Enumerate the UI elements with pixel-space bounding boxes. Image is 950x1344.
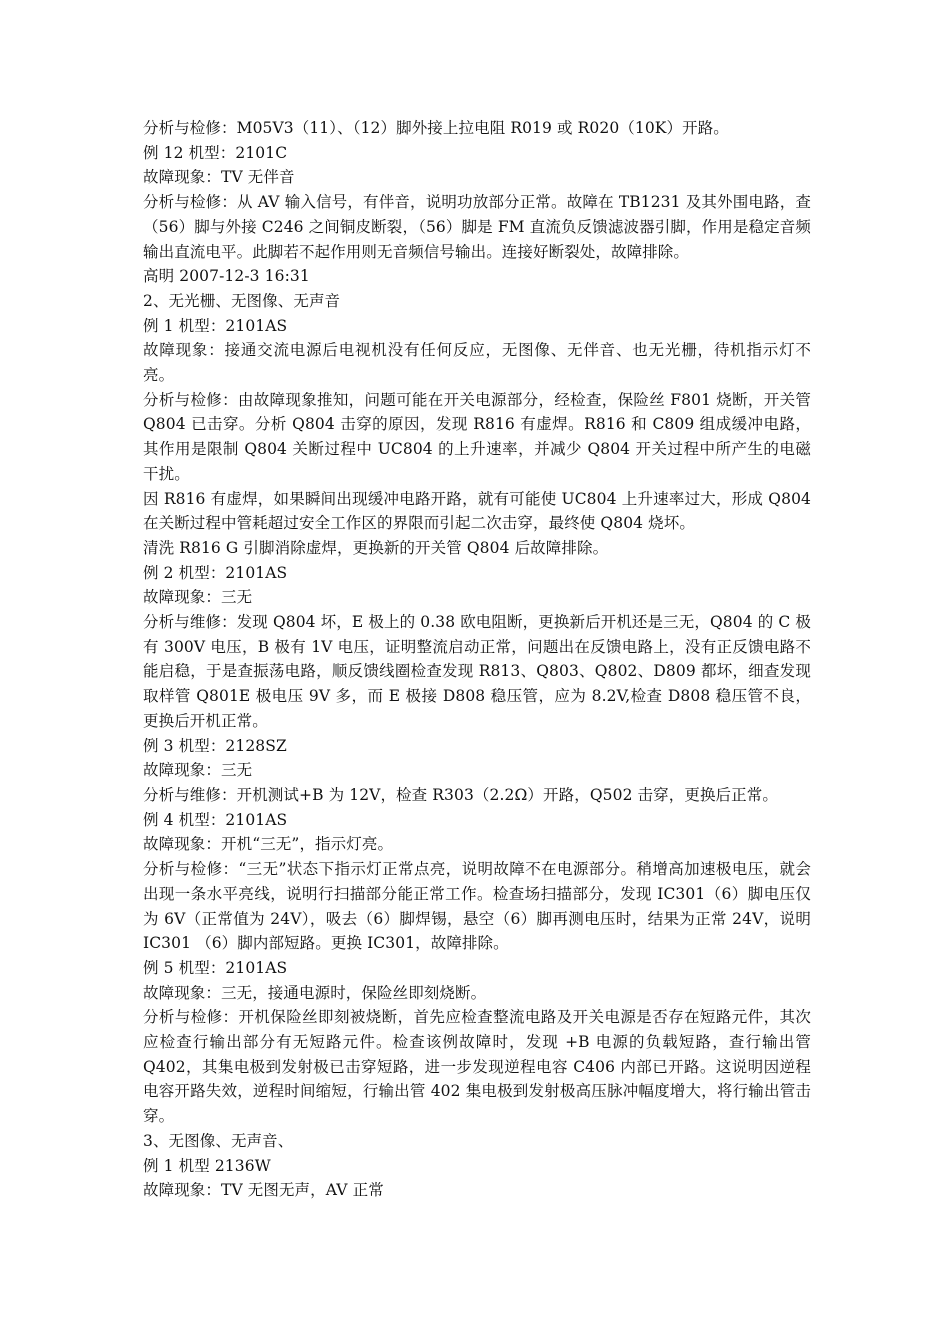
- case-heading-5: 例 5 机型：2101AS: [143, 958, 288, 977]
- paragraph-repair: 清洗 R816 G 引脚消除虚焊，更换新的开关管 Q804 后故障排除。: [143, 538, 609, 557]
- paragraph-r816: 因 R816 有虚焊，如果瞬间出现缓冲电路开路，就有可能使 UC804 上升速率过大，形成 Q804 在关断过程中管耗超过安全工作区的界限而引起二次击穿，最终使 Q804 烧坏。: [143, 489, 811, 533]
- case-heading-4: 例 4 机型：2101AS: [143, 810, 288, 829]
- fault-symptom: 故障现象：三无，接通电源时，保险丝即刻烧断。: [143, 983, 487, 1002]
- fault-symptom: 故障现象：三无: [143, 761, 253, 780]
- section-heading-3: 3、无图像、无声音、: [143, 1131, 294, 1150]
- paragraph-analysis-q804: 分析与维修：发现 Q804 坏，E 极上的 0.38 欧电阻断，更换新后开机还是三无，Q804 的 C 极有 300V 电压，B 极有 1V 电压，证明整流启动正常，问题出在反馈电路上，没有正反馈电路不能启稳，于是查振荡电路，顺反馈线圈检查发现 R813、Q803、Q802、D809 都坏，细查发现取样管 Q801E 极电压 9V 多，而 E 极接 D808 稳压管，应为 8.2V,检查 D808 稳压管不良，更换后开机正常。: [143, 613, 811, 730]
- fault-symptom: 故障现象：三无: [143, 588, 253, 607]
- case-heading-12: 例 12 机型：2101C: [143, 143, 288, 162]
- author-timestamp: 高明 2007-12-3 16:31: [143, 267, 310, 286]
- case-heading-1: 例 1 机型：2101AS: [143, 316, 288, 335]
- paragraph-analysis-tb1231: 分析与检修：从 AV 输入信号，有伴音，说明功放部分正常。故障在 TB1231 及其外围电路，查（56）脚与外接 C246 之间铜皮断裂，（56）脚是 FM 直流负反馈滤波器引脚，作用是稳定音频输出直流电平。此脚若不起作用则无音频信号输出。连接好断裂处，故障排除。: [143, 193, 811, 261]
- paragraph-analysis-ic301: 分析与检修：“三无”状态下指示灯正常点亮，说明故障不在电源部分。稍增高加速极电压，就会出现一条水平亮线，说明行扫描部分能正常工作。检查场扫描部分，发现 IC301（6）脚电压仅为 6V（正常值为 24V），吸去（6）脚焊锡，悬空（6）脚再测电压时，结果为正常 24V，说明 IC301 （6）脚内部短路。更换 IC301，故障排除。: [143, 860, 811, 953]
- paragraph-analysis-m05v3: 分析与检修：M05V3（11）、（12）脚外接上拉电阻 R019 或 R020（10K）开路。: [143, 119, 729, 137]
- paragraph-analysis-r303: 分析与维修：开机测试+B 为 12V，检查 R303（2.2Ω）开路，Q502 击穿，更换后正常。: [143, 785, 778, 804]
- document-body: [143, 116, 811, 1203]
- fault-symptom: 故障现象：接通交流电源后电视机没有任何反应，无图像、无伴音、也无光栅，待机指示灯不亮。: [143, 341, 811, 385]
- case-heading-3: 例 3 机型：2128SZ: [143, 736, 287, 755]
- section-heading-2: 2、无光栅、无图像、无声音: [143, 291, 341, 310]
- paragraph-analysis-f801: 分析与检修：由故障现象推知，问题可能在开关电源部分，经检查，保险丝 F801 烧断，开关管 Q804 已击穿。分析 Q804 击穿的原因，发现 R816 有虚焊。R816 和 C809 组成缓冲电路，其作用是限制 Q804 关断过程中 UC804 的上升速率，并减少 Q804 开关过程中所产生的电磁干扰。: [143, 390, 811, 483]
- case-heading-1: 例 1 机型 2136W: [143, 1156, 271, 1175]
- case-heading-2: 例 2 机型：2101AS: [143, 563, 288, 582]
- fault-symptom: 故障现象：开机“三无”，指示灯亮。: [143, 835, 394, 854]
- fault-symptom: 故障现象：TV 无伴音: [143, 168, 295, 187]
- paragraph-analysis-q402: 分析与检修：开机保险丝即刻被烧断，首先应检查整流电路及开关电源是否存在短路元件，其次应检查行输出部分有无短路元件。检查该例故障时，发现 +B 电源的负载短路，查行输出管 Q402，其集电极到发射极已击穿短路，进一步发现逆程电容 C406 内部已开路。这说明因逆程电容开路失效，逆程时间缩短，行输出管 402 集电极到发射极高压脉冲幅度增大，将行输出管击穿。: [143, 1008, 811, 1126]
- fault-symptom: 故障现象：TV 无图无声，AV 正常: [143, 1181, 384, 1200]
